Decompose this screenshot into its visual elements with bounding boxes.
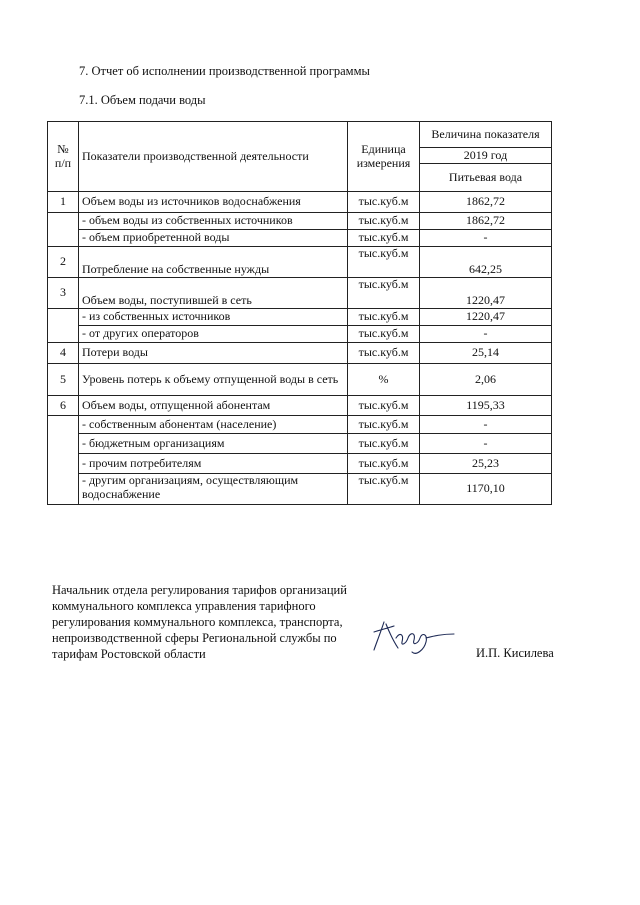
row-unit: тыс.куб.м [348, 326, 420, 343]
row-value: 1862,72 [420, 192, 552, 213]
row-indicator: - другим организациям, осуществляющим водоснабжение [79, 474, 348, 505]
table-row [48, 416, 552, 434]
row-value: - [420, 416, 552, 434]
table-row [48, 364, 552, 396]
row-unit: тыс.куб.м [348, 230, 420, 247]
table-row [48, 230, 552, 247]
table-row [48, 474, 552, 505]
table-row [48, 278, 552, 309]
row-unit: тыс.куб.м [348, 396, 420, 416]
row-num: 4 [48, 343, 79, 364]
subsection-title: 7.1. Объем подачи воды [79, 93, 206, 107]
table-row [48, 326, 552, 343]
row-value: 25,23 [420, 454, 552, 474]
table-row [48, 213, 552, 230]
row-indicator: - от других операторов [79, 326, 348, 343]
row-indicator: Объем воды из источников водоснабжения [79, 192, 348, 213]
table-row [48, 192, 552, 213]
table-row [48, 343, 552, 364]
signer-name: И.П. Кисилева [476, 646, 554, 660]
row-value: 642,25 [420, 247, 552, 278]
row-indicator: Потребление на собственные нужды [79, 247, 348, 278]
row-num: 2 [48, 247, 79, 278]
row-indicator: - прочим потребителям [79, 454, 348, 474]
row-num [48, 309, 79, 343]
row-value: - [420, 326, 552, 343]
row-value: - [420, 230, 552, 247]
row-indicator: Потери воды [79, 343, 348, 364]
header-num: № п/п [48, 122, 79, 192]
row-indicator: - объем воды из собственных источников [79, 213, 348, 230]
row-value: 1862,72 [420, 213, 552, 230]
row-value: 1170,10 [420, 474, 552, 505]
row-unit: тыс.куб.м [348, 454, 420, 474]
table-row [48, 434, 552, 454]
row-num: 5 [48, 364, 79, 396]
row-indicator: - объем приобретенной воды [79, 230, 348, 247]
header-indicator: Показатели производственной деятельности [79, 122, 348, 192]
signatory-position: Начальник отдела регулирования тарифов организаций коммунального комплекса управления тарифного регулирования коммунального комплекса, транспорта, непроизводственной сферы Региональной службы по тарифам Ростовской области [52, 583, 347, 661]
table-row [48, 309, 552, 326]
handwritten-signature [372, 612, 460, 658]
row-value: 1220,47 [420, 309, 552, 326]
row-num: 1 [48, 192, 79, 213]
row-value: 1195,33 [420, 396, 552, 416]
row-num [48, 416, 79, 505]
header-unit: Единица измерения [348, 122, 420, 192]
row-indicator: - собственным абонентам (население) [79, 416, 348, 434]
table-row [48, 396, 552, 416]
table-header [48, 122, 552, 192]
row-indicator: Объем воды, поступившей в сеть [79, 278, 348, 309]
row-value: 1220,47 [420, 278, 552, 309]
row-value: 25,14 [420, 343, 552, 364]
row-unit: тыс.куб.м [348, 343, 420, 364]
water-supply-table [47, 121, 552, 505]
header-water-type: Питьевая вода [420, 164, 552, 192]
table-row [48, 454, 552, 474]
header-value-group: Величина показателя [420, 122, 552, 148]
row-unit: тыс.куб.м [348, 416, 420, 434]
row-unit: тыс.куб.м [348, 192, 420, 213]
row-unit: тыс.куб.м [348, 278, 420, 309]
row-unit: тыс.куб.м [348, 309, 420, 326]
row-num [48, 213, 79, 247]
row-unit: % [348, 364, 420, 396]
row-unit: тыс.куб.м [348, 474, 420, 505]
row-unit: тыс.куб.м [348, 434, 420, 454]
row-num: 3 [48, 278, 79, 309]
row-value: - [420, 434, 552, 454]
row-indicator: Объем воды, отпущенной абонентам [79, 396, 348, 416]
row-value: 2,06 [420, 364, 552, 396]
row-unit: тыс.куб.м [348, 213, 420, 230]
row-unit: тыс.куб.м [348, 247, 420, 278]
row-indicator: - из собственных источников [79, 309, 348, 326]
row-indicator: Уровень потерь к объему отпущенной воды в сеть [79, 364, 348, 396]
section-title: 7. Отчет об исполнении производственной программы [79, 64, 370, 78]
row-num: 6 [48, 396, 79, 416]
header-year: 2019 год [420, 148, 552, 164]
row-indicator: - бюджетным организациям [79, 434, 348, 454]
table-row [48, 247, 552, 278]
